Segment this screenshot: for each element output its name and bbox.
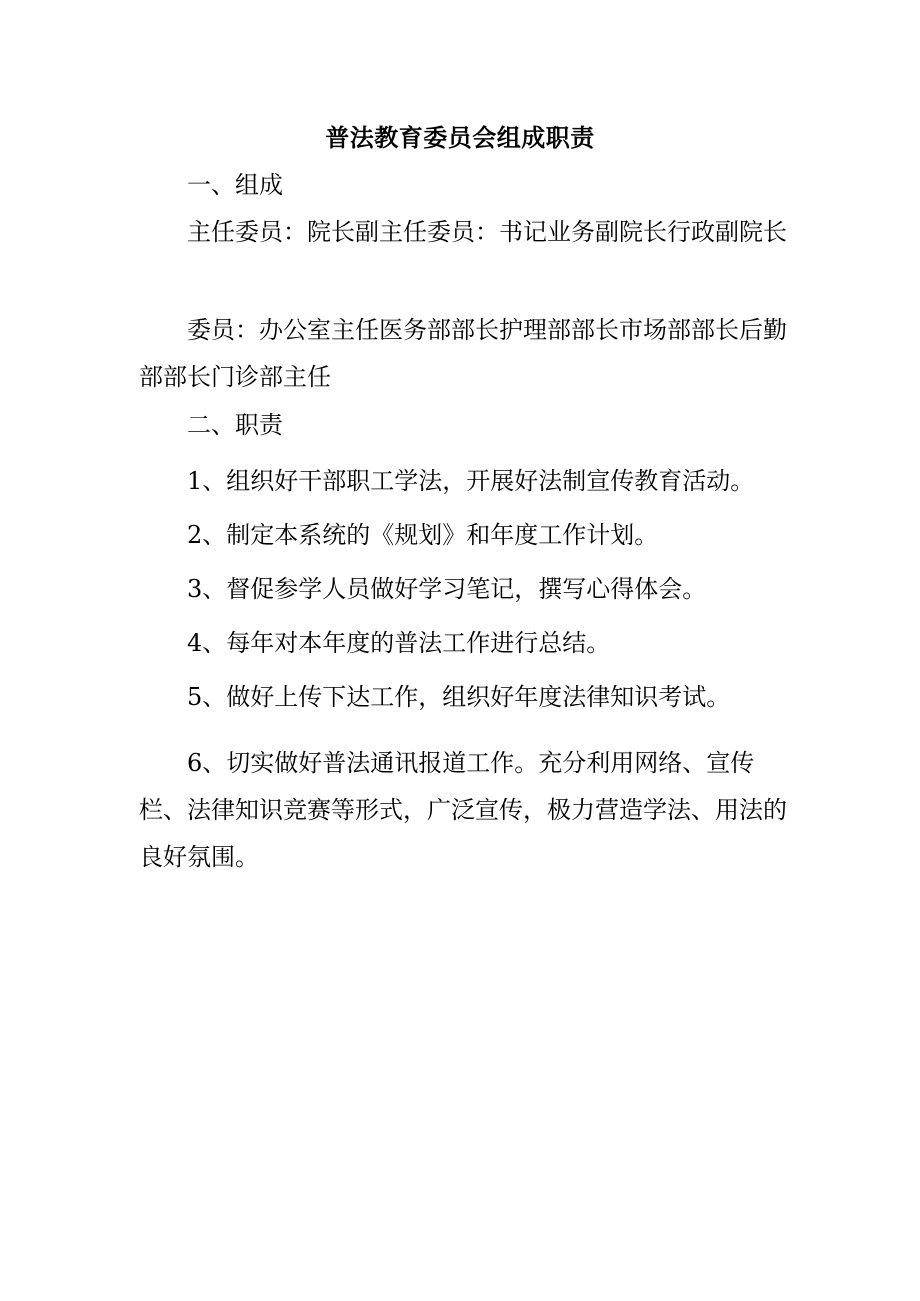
duty-item-5: 5、做好上传下达工作，组织好年度法律知识考试。: [187, 683, 731, 711]
paragraph-members: 委员：办公室主任医务部部长护理部部长市场部部长后勤部部长门诊部主任: [139, 316, 787, 391]
section-heading-composition: 一、组成: [187, 171, 283, 199]
section-heading-duties: 二、职责: [187, 411, 283, 439]
paragraph-directors: 主任委员：院长副主任委员：书记业务副院长行政副院长: [187, 218, 787, 246]
duty-item-2: 2、制定本系统的《规划》和年度工作计划。: [187, 521, 659, 549]
duty-item-4: 4、每年对本年度的普法工作进行总结。: [187, 629, 611, 657]
duty-item-1: 1、组织好干部职工学法，开展好法制宣传教育活动。: [187, 467, 755, 495]
duty-item-3: 3、督促参学人员做好学习笔记，撰写心得体会。: [187, 575, 707, 603]
duty-item-6: 6、切实做好普法通讯报道工作。充分利用网络、宣传栏、法律知识竞赛等形式，广泛宣传，极力营造学法、用法的良好氛围。: [139, 749, 787, 871]
document-title: 普法教育委员会组成职责: [325, 123, 595, 152]
